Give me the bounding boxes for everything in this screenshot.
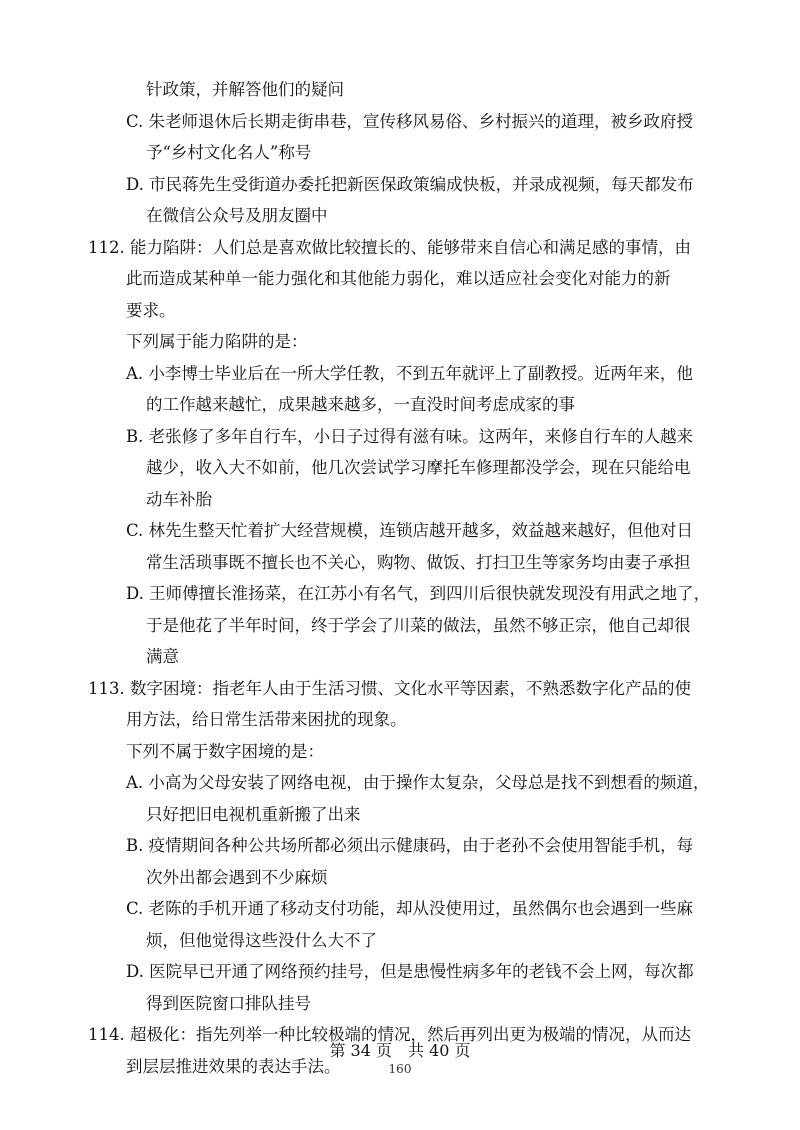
text-line: 予“乡村文化名人”称号 [146,143,312,162]
option-line: C. 老陈的手机开通了移动支付功能，却从没使用过，虽然偶尔也会遇到一些麻 [126,899,694,918]
text-line: 满意 [146,647,179,666]
option-line: D. 市民蒋先生受街道办委托把新医保政策编成快板，并录成视频，每天都发布 [126,174,694,194]
option-line: B. 疫情期间各种公共场所都必须出示健康码，由于老孙不会使用智能手机，每 [126,836,694,855]
option-line: B. 老张修了多年自行车，小日子过得有滋有味。这两年，来修自行车的人越来 [126,426,694,446]
text-line: 常生活琐事既不擅长也不关心，购物、做饭、打扫卫生等家务均由妻子承担 [146,552,691,572]
text-line: 下列属于能力陷阱的是： [126,332,308,351]
page-body [88,74,736,1082]
question-line: 114. 超极化：指先列举一种比较极端的情况，然后再列出更为极端的情况，从而达 [88,1025,691,1044]
text-line: 的工作越来越忙，成果越来越多，一直没时间考虑成家的事 [146,395,575,414]
text-line: 越少，收入大不如前，他几次尝试学习摩托车修理都没学会，现在只能给电 [146,458,691,477]
option-line: A. 小高为父母安装了网络电视，由于操作太复杂，父母总是找不到想看的频道， [126,773,710,792]
option-line: C. 林先生整天忙着扩大经营规模，连锁店越开越多，效益越来越好，但他对日 [126,521,694,540]
text-line: 在微信公众号及朋友圈中 [146,206,328,225]
text-line: 烦，但他觉得这些没什么大不了 [146,930,377,950]
text-line: 到层层推进效果的表达手法。 [126,1056,341,1076]
option-line: A. 小李博士毕业后在一所大学任教，不到五年就评上了副教授。近两年来，他 [126,363,693,383]
text-line: 于是他花了半年时间，终于学会了川菜的做法，虽然不够正宗，他自己却很 [146,615,691,635]
text-line: 针政策，并解答他们的疑问 [146,80,344,99]
text-line: 次外出都会遇到不少麻烦 [146,867,328,887]
question-line: 112. 能力陷阱：人们总是喜欢做比较擅长的、能够带来自信心和满足感的事情，由 [88,237,691,257]
option-line: D. 医院早已开通了网络预约挂号，但是患慢性病多年的老钱不会上网，每次都 [126,962,694,981]
text-line: 要求。 [126,300,176,320]
text-line: 用方法，给日常生活带来困扰的现象。 [126,710,407,729]
option-line: D. 王师傅擅长淮扬菜，在江苏小有名气，到四川后很快就发现没有用武之地了， [126,584,711,603]
text-line: 下列不属于数字困境的是： [126,741,324,761]
text-line: 得到医院窗口排队挂号 [146,993,311,1013]
text-line: 只好把旧电视机重新搬了出来 [146,804,361,824]
page-footer-text: 第 34 页 共 40 页 [329,1041,471,1060]
text-line: 此而造成某种单一能力强化和其他能力弱化，难以适应社会变化对能力的新 [126,269,671,288]
question-line: 113. 数字困境：指老年人由于生活习惯、文化水平等因素，不熟悉数字化产品的使 [88,678,691,698]
option-line: C. 朱老师退休后长期走街串巷，宣传移风易俗、乡村振兴的道理，被乡政府授 [126,111,694,131]
text-line: 动车补胎 [146,489,212,509]
page-number: 160 [388,1062,412,1076]
